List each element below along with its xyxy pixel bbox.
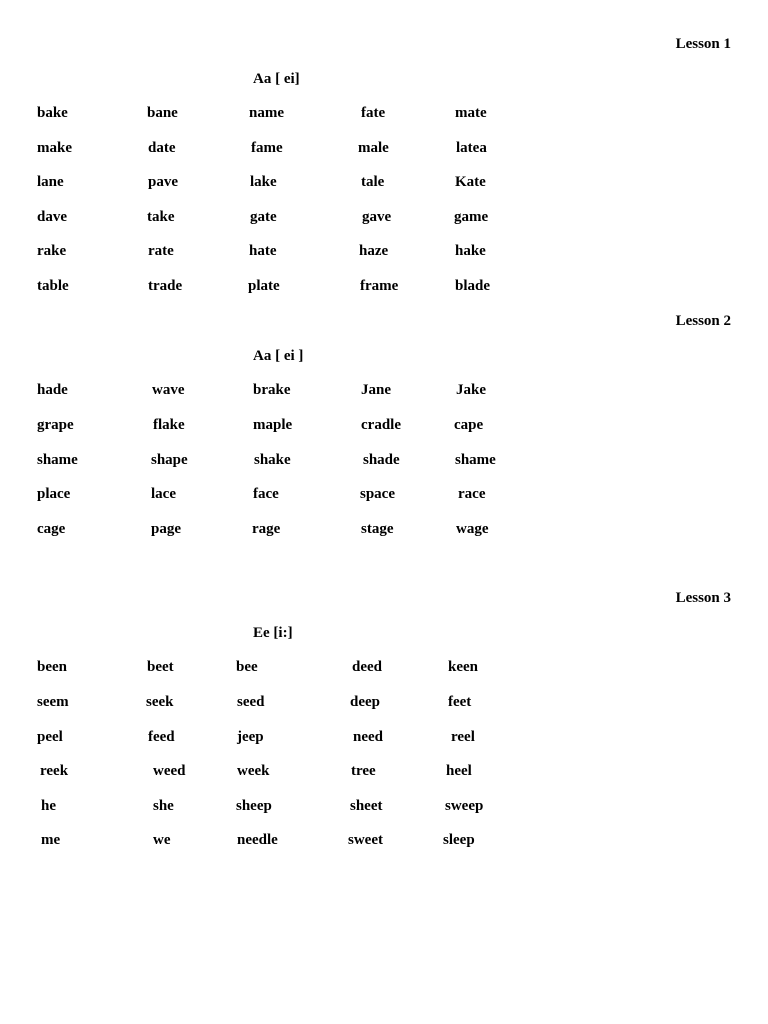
word: she — [153, 798, 174, 814]
lesson-3-row — [0, 763, 768, 783]
lesson-2-title: Lesson 2 — [675, 313, 731, 329]
word: Jane — [361, 382, 391, 398]
word: bake — [37, 105, 68, 121]
word: lace — [151, 486, 176, 502]
word: reel — [451, 729, 475, 745]
lesson-3-row — [0, 729, 768, 749]
lesson-1-heading: Aa [ ei] — [253, 71, 300, 87]
word: cage — [37, 521, 66, 537]
word: frame — [360, 278, 399, 294]
word: jeep — [237, 729, 264, 745]
word: shame — [37, 452, 78, 468]
word: wave — [152, 382, 185, 398]
word: page — [151, 521, 181, 537]
word: stage — [361, 521, 394, 537]
lesson-1-title: Lesson 1 — [675, 36, 731, 52]
lesson-3-row — [0, 832, 768, 852]
word: seed — [237, 694, 265, 710]
word: make — [37, 140, 72, 156]
word: feet — [448, 694, 472, 710]
word: gate — [250, 209, 277, 225]
word: latea — [456, 140, 487, 156]
word: face — [253, 486, 279, 502]
lesson-2-row — [0, 521, 768, 541]
word: fame — [251, 140, 283, 156]
lesson-1-row — [0, 105, 768, 125]
word: brake — [253, 382, 291, 398]
word: rate — [148, 243, 174, 259]
word: rake — [37, 243, 67, 259]
word: fate — [361, 105, 386, 121]
word: feed — [148, 729, 175, 745]
word: cradle — [361, 417, 401, 433]
word: hate — [249, 243, 277, 259]
lesson-1-row — [0, 140, 768, 160]
word: hake — [455, 243, 486, 259]
word: shame — [455, 452, 496, 468]
word: shake — [254, 452, 291, 468]
word: tale — [361, 174, 385, 190]
word: peel — [37, 729, 63, 745]
word: week — [237, 763, 270, 779]
word: keen — [448, 659, 478, 675]
word: grape — [37, 417, 74, 433]
lesson-2-row — [0, 486, 768, 506]
word: pave — [148, 174, 178, 190]
word: Kate — [455, 174, 486, 190]
lesson-3-title: Lesson 3 — [675, 590, 731, 606]
word: sheet — [350, 798, 383, 814]
word: flake — [153, 417, 185, 433]
word: lake — [250, 174, 277, 190]
word: seem — [37, 694, 69, 710]
word: needle — [237, 832, 278, 848]
lesson-2-row — [0, 452, 768, 472]
word: shade — [363, 452, 400, 468]
word: heel — [446, 763, 472, 779]
lesson-3-heading: Ee [i:] — [253, 625, 293, 641]
word: tree — [351, 763, 376, 779]
word: bane — [147, 105, 178, 121]
word: shape — [151, 452, 188, 468]
word: name — [249, 105, 284, 121]
word: plate — [248, 278, 280, 294]
word: deed — [352, 659, 382, 675]
lesson-2-row — [0, 382, 768, 402]
word: place — [37, 486, 71, 502]
word: deep — [350, 694, 380, 710]
word: trade — [148, 278, 183, 294]
word: race — [458, 486, 486, 502]
word: we — [153, 832, 171, 848]
word: mate — [455, 105, 487, 121]
word: beet — [147, 659, 174, 675]
word: bee — [236, 659, 258, 675]
word: hade — [37, 382, 68, 398]
word: dave — [37, 209, 67, 225]
word: maple — [253, 417, 293, 433]
word: me — [41, 832, 61, 848]
word: sweet — [348, 832, 383, 848]
word: date — [148, 140, 176, 156]
word: table — [37, 278, 69, 294]
lesson-1-row — [0, 174, 768, 194]
word: rage — [252, 521, 281, 537]
word: game — [454, 209, 489, 225]
lesson-3-row — [0, 694, 768, 714]
lesson-3-row — [0, 798, 768, 818]
lesson-3-row — [0, 659, 768, 679]
word: he — [41, 798, 56, 814]
word: reek — [40, 763, 69, 779]
word: wage — [456, 521, 489, 537]
word: need — [353, 729, 383, 745]
word: sheep — [236, 798, 272, 814]
lesson-1-row — [0, 243, 768, 263]
lesson-1-row — [0, 278, 768, 298]
word: blade — [455, 278, 491, 294]
word: lane — [37, 174, 64, 190]
word: sleep — [443, 832, 475, 848]
word: male — [358, 140, 389, 156]
lesson-2-heading: Aa [ ei ] — [253, 348, 304, 364]
word: been — [37, 659, 67, 675]
word: seek — [146, 694, 174, 710]
word: haze — [359, 243, 389, 259]
word: Jake — [456, 382, 486, 398]
word: cape — [454, 417, 484, 433]
word: take — [147, 209, 175, 225]
word: weed — [153, 763, 186, 779]
lesson-1-row — [0, 209, 768, 229]
word: space — [360, 486, 395, 502]
lesson-2-row — [0, 417, 768, 437]
word: sweep — [445, 798, 484, 814]
word: gave — [362, 209, 392, 225]
